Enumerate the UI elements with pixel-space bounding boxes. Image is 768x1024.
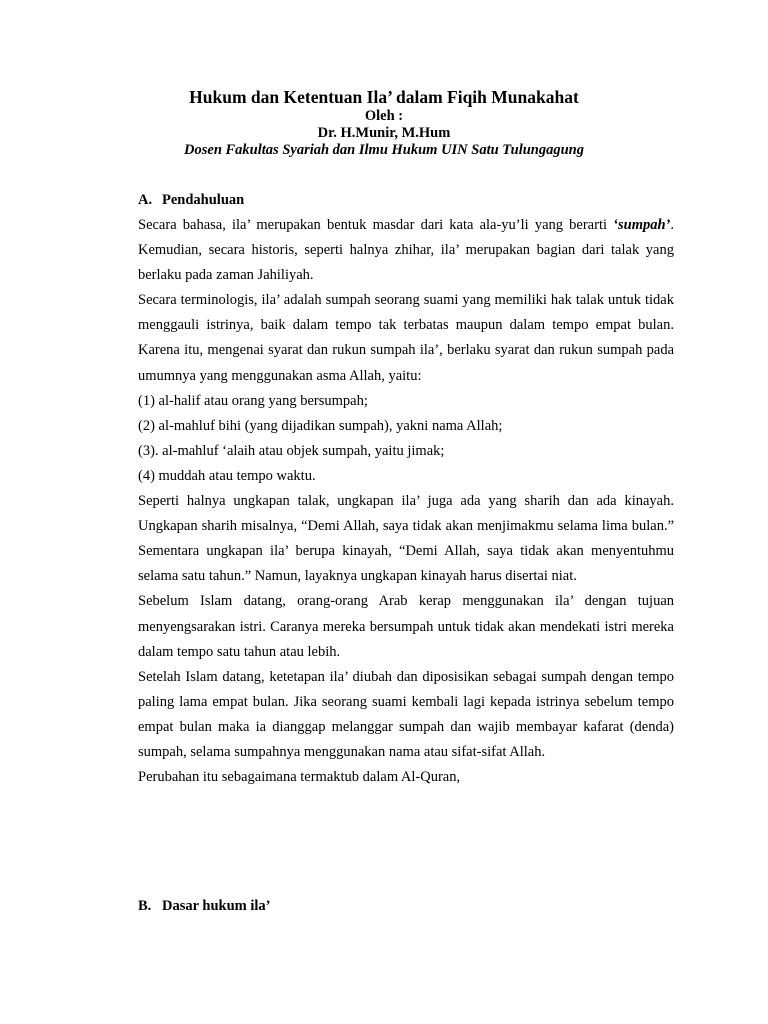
paragraph-6: Perubahan itu sebagaimana termaktub dalam Al-Quran, bbox=[138, 769, 461, 786]
paragraph-2: Secara terminologis, ila’ adalah sumpah seorang suami yang memiliki hak talak untuk tidak menggauli istrinya, baik dalam tempo tak terbatas maupun dalam tempo empat bulan. Karena itu, mengenai syarat dan rukun sumpah ila’, berlaku syarat dan rukun sumpah pada umumnya yang menggunakan asma Allah, yaitu: bbox=[138, 292, 674, 384]
section-a-title: Pendahuluan bbox=[162, 192, 245, 208]
list-item: (1) al-halif atau orang yang bersumpah; bbox=[138, 392, 368, 409]
list-item: (3). al-mahluf ‘alaih atau objek sumpah, yaitu jimak; bbox=[138, 442, 445, 459]
paragraph-1-end: . Kemudian, secara historis, seperti halnya zhihar, ila’ merupakan bagian dari talak yang berlaku pada zaman Jahiliyah. bbox=[138, 217, 674, 284]
byline-label: Oleh : bbox=[364, 108, 404, 124]
section-a-body bbox=[138, 213, 674, 790]
paragraph-4: Sebelum Islam datang, orang-orang Arab kerap menggunakan ila’ dengan tujuan menyengsarakan istri. Caranya mereka bersumpah untuk tidak akan mendekati istri mereka dalam tempo satu tahun atau lebih. bbox=[138, 593, 674, 660]
paragraph-1 bbox=[138, 213, 674, 288]
document-title: Hukum dan Ketentuan Ila’ dalam Fiqih Munakahat bbox=[189, 87, 579, 107]
paragraph-3: Seperti halnya ungkapan talak, ungkapan ila’ juga ada yang sharih dan ada kinayah. Ungkapan sharih misalnya, “Demi Allah, saya tidak akan menjimakmu selama lima bulan.” Sementara ungkapan ila’ berupa kinayah, “Demi Allah, saya tidak akan menyentuhmu selama satu tahun.” Namun, layaknya ungkapan kinayah harus disertai niat. bbox=[138, 493, 674, 585]
section-a-number: A. bbox=[138, 192, 153, 208]
section-a-heading bbox=[138, 191, 244, 209]
author-affiliation: Dosen Fakultas Syariah dan Ilmu Hukum UIN Satu Tulungagung bbox=[184, 142, 584, 158]
list-item: (4) muddah atau tempo waktu. bbox=[138, 467, 316, 484]
paragraph-1-start: Secara bahasa, ila’ merupakan bentuk masdar dari kata ala-yu’li yang berarti bbox=[138, 217, 614, 233]
section-b-heading bbox=[138, 897, 271, 915]
document-header bbox=[0, 86, 768, 159]
paragraph-5: Setelah Islam datang, ketetapan ila’ diubah dan diposisikan sebagai sumpah dengan tempo paling lama empat bulan. Jika seorang suami kembali lagi kepada istrinya sebelum tempo empat bulan maka ia dianggap melanggar sumpah dan wajib membayar kafarat (denda) sumpah, selama sumpahnya menggunakan nama atau sifat-sifat Allah. bbox=[138, 668, 674, 760]
section-b-number: B. bbox=[138, 898, 152, 914]
emphasis-sumpah: ‘sumpah’ bbox=[613, 217, 671, 233]
list-item: (2) al-mahluf bihi (yang dijadikan sumpah), yakni nama Allah; bbox=[138, 417, 503, 434]
section-b-title: Dasar hukum ila’ bbox=[162, 898, 271, 914]
author-name: Dr. H.Munir, M.Hum bbox=[317, 125, 451, 141]
